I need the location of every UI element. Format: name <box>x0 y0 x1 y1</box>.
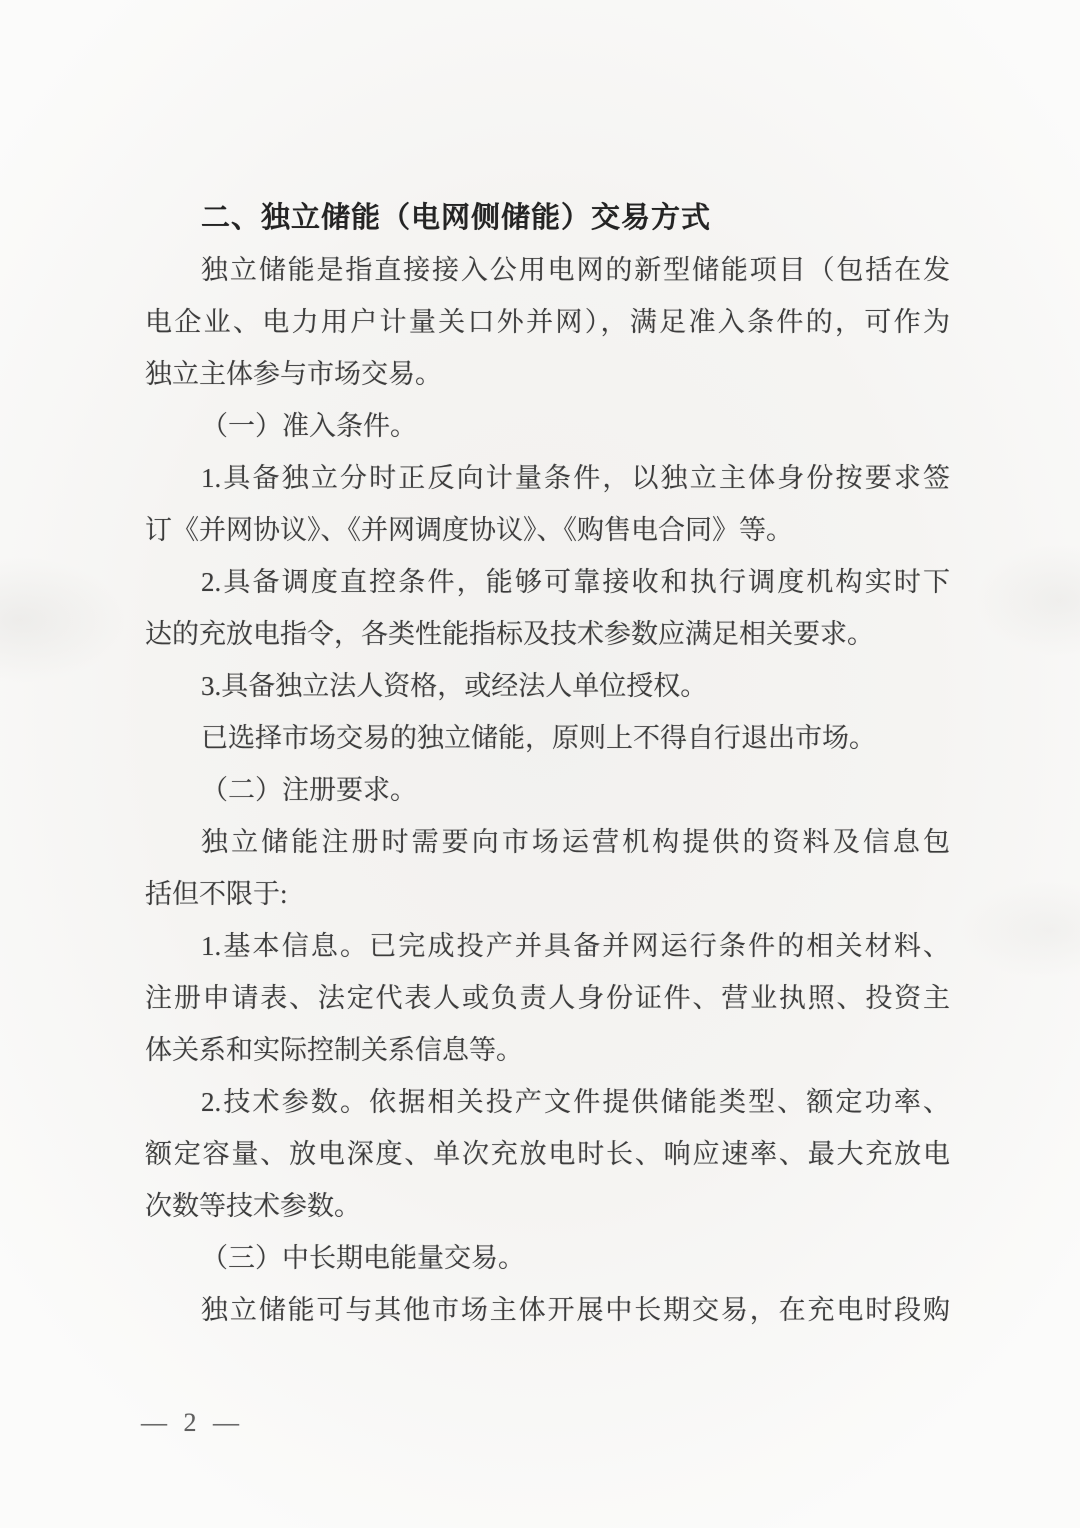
text-line: 体关系和实际控制关系信息等。 <box>145 1035 523 1065</box>
page-number: — 2 — <box>141 1408 244 1437</box>
text-line: （二）注册要求。 <box>201 775 417 805</box>
section-heading <box>145 192 950 244</box>
paragraph <box>145 816 950 920</box>
text-line: 1.基本信息。已完成投产并具备并网运行条件的相关材料、 <box>201 931 950 961</box>
text-line: 独立储能注册时需要向市场运营机构提供的资料及信息包 <box>201 827 950 857</box>
paragraph <box>145 764 950 816</box>
paragraph <box>145 660 950 712</box>
paragraph <box>145 400 950 452</box>
text-line: 注册申请表、法定代表人或负责人身份证件、营业执照、投资主 <box>145 983 950 1013</box>
document-body <box>145 192 950 1336</box>
text-line: 额定容量、放电深度、单次充放电时长、响应速率、最大充放电 <box>145 1139 950 1169</box>
paragraph <box>145 1232 950 1284</box>
paragraph <box>145 452 950 556</box>
text-line: 达的充放电指令，各类性能指标及技术参数应满足相关要求。 <box>145 619 874 649</box>
text-line: 括但不限于: <box>145 879 288 909</box>
text-line: 3.具备独立法人资格，或经法人单位授权。 <box>201 671 708 701</box>
paragraph <box>145 1076 950 1232</box>
text-line: 订《并网协议》、《并网调度协议》、《购售电合同》等。 <box>145 515 793 545</box>
paragraph <box>145 244 950 400</box>
text-line: 已选择市场交易的独立储能，原则上不得自行退出市场。 <box>201 723 876 753</box>
text-line: 1.具备独立分时正反向计量条件，以独立主体身份按要求签 <box>201 463 950 493</box>
text-line: 二、独立储能（电网侧储能）交易方式 <box>201 202 712 234</box>
text-line: 2.技术参数。依据相关投产文件提供储能类型、额定功率、 <box>201 1087 950 1117</box>
paragraph <box>145 1284 950 1336</box>
text-line: 独立主体参与市场交易。 <box>145 359 442 389</box>
text-line: 电企业、电力用户计量关口外并网），满足准入条件的，可作为 <box>145 307 950 337</box>
paragraph <box>145 712 950 764</box>
text-line: （三）中长期电能量交易。 <box>201 1243 525 1273</box>
text-line: 2.具备调度直控条件，能够可靠接收和执行调度机构实时下 <box>201 567 950 597</box>
text-line: 独立储能可与其他市场主体开展中长期交易，在充电时段购 <box>201 1295 950 1325</box>
text-line: （一）准入条件。 <box>201 411 417 441</box>
text-line: 次数等技术参数。 <box>145 1191 361 1221</box>
paragraph <box>145 920 950 1076</box>
paragraph <box>145 556 950 660</box>
text-line: 独立储能是指直接接入公用电网的新型储能项目（包括在发 <box>201 255 950 285</box>
